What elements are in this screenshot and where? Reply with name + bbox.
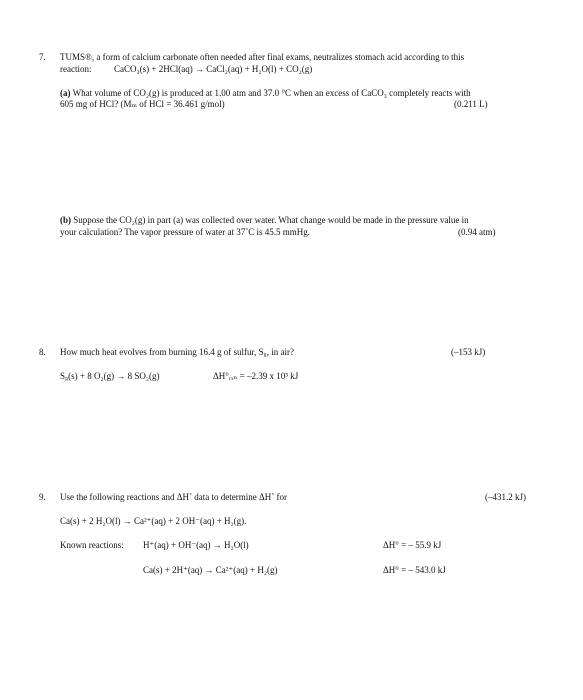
q7-reaction: CaCO₃(s) + 2HCl(aq) → CaCl₂(aq) + H₂O(l) + CO₂(g) [114,64,313,74]
q9-known2-dh: ΔH° = – 543.0 kJ [383,565,446,575]
q7-intro-line1: TUMS®, a form of calcium carbonate often needed after final exams, neutralizes stomach acid according to this [60,52,465,62]
q9-question: Use the following reactions and ΔH˚ data to determine ΔH˚ for [60,492,288,502]
q7-reaction-label: reaction: [60,64,92,74]
q7a-text-line2: 605 mg of HCl? (Mₘ of HCl = 36.461 g/mol) [60,99,225,109]
q7b-answer: (0.94 atm) [458,227,496,237]
q9-number: 9. [39,492,46,502]
q9-known2-reaction: Ca(s) + 2H⁺(aq) → Ca²⁺(aq) + H₂(g) [143,565,278,575]
q8-answer: (–153 kJ) [451,347,486,357]
q8-enthalpy: ΔH°ᵣₓₙ = –2.39 x 10³ kJ [213,371,299,381]
q8-question: How much heat evolves from burning 16.4 g of sulfur, S₈, in air? [60,347,294,357]
q9-target-reaction: Ca(s) + 2 H₂O(l) → Ca²⁺(aq) + 2 OH⁻(aq) + H₂(g). [60,516,247,526]
q7b-label: (b) [60,215,71,225]
q7b-text-line1 [60,215,469,226]
q8-number: 8. [39,347,46,357]
q7-number: 7. [39,52,46,62]
q9-known-label: Known reactions: [60,540,124,550]
q8-reaction: S₈(s) + 8 O₂(g) → 8 SO₂(g) [60,371,160,381]
q7b-line1-text: Suppose the CO₂(g) in part (a) was collected over water. What change would be made in the pressure value in [73,215,469,225]
q9-known1-reaction: H⁺(aq) + OH⁻(aq) → H₂O(l) [143,540,249,550]
q7a-text-line1 [60,88,471,99]
q7b-text-line2: your calculation? The vapor pressure of water at 37˚C is 45.5 mmHg. [60,227,311,237]
q7a-answer: (0.211 L) [454,99,488,109]
q9-answer: (–431.2 kJ) [485,492,526,502]
q9-known1-dh: ΔH° = – 55.9 kJ [383,540,442,550]
q7a-line1-text: What volume of CO₂(g) is produced at 1.00 atm and 37.0 °C when an excess of CaCO₃ completely reacts with [72,88,471,98]
q7a-label: (a) [60,88,71,98]
